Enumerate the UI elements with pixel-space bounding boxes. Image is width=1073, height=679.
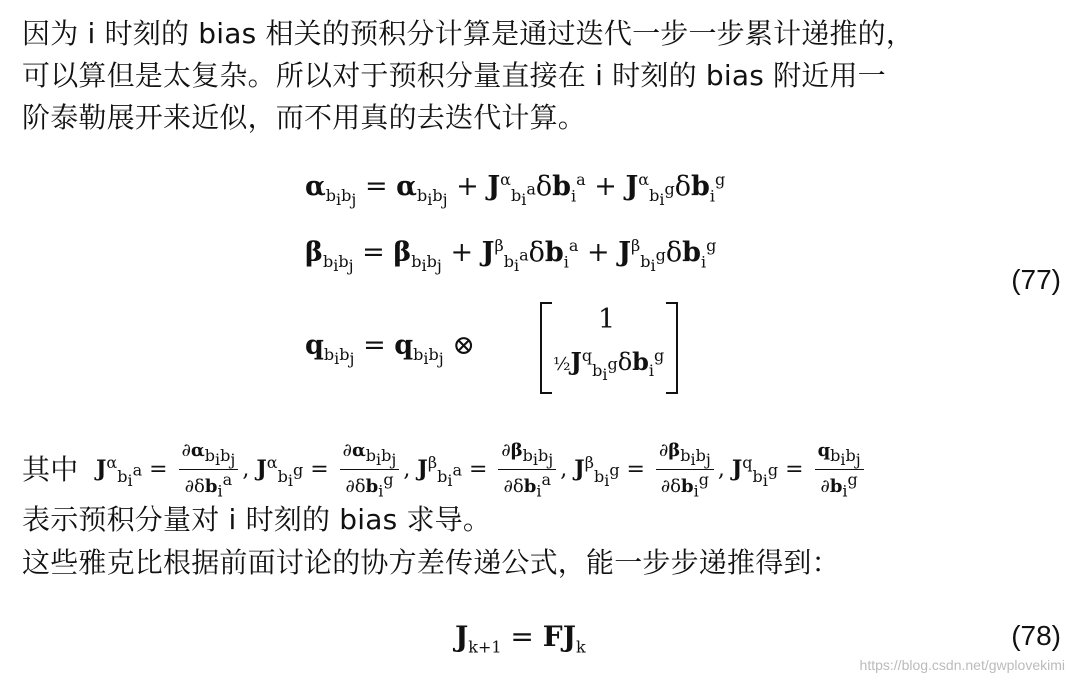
q-vector-top: 1: [598, 304, 616, 335]
definitions-line-2: 表示预积分量对 i 时刻的 bias 求导。: [22, 503, 492, 536]
eq77-q-row: $q_{b_ib_j} = q_{b_ib_j}$ ⊗: [305, 330, 475, 369]
intro-line-2: 可以算但是太复杂。所以对于预积分量直接在 i 时刻的 bias 附近用一: [22, 59, 886, 92]
definitions-line-3: 这些雅克比根据前面讨论的协方差传递公式，能一步步递推得到：: [22, 546, 840, 579]
eq77-alpha-row: $\alpha_{b_ib_j} = \alpha_{b_ib_j} + J^\alpha_{b_i^a}\delta b_i^a + J^\alpha_{b_i^g}\delta b_i^g$: [305, 170, 726, 210]
watermark: https://blog.csdn.net/gwplovekimi: [859, 657, 1065, 673]
q-vector-bottom: $\frac{1}{2}J^q_{b_i^g}\delta b_i^g$: [553, 346, 665, 384]
intro-line-3: 阶泰勒展开来近似，而不用真的去迭代计算。: [22, 101, 587, 134]
right-bracket: [666, 302, 678, 394]
jacobian-definitions: $J^\alpha_{b_i^a}$ = $\frac{\partial\alpha_{b_ib_j}}{\partial\delta b_i^a}$ , $J^\alpha_{b_i^g}$ = $\frac{\partial\alpha_{b_ib_j}}{\partial\delta b_i^g}$ , $J^\beta_{b_i^a}$ = $\frac{\partial\beta_{b_ib_j}}{\partial\delta b_i^a}$ , $J^\beta_{b_i^g}$ = $\frac{\partial\beta_{b_ib_j}}{\partial\delta b_i^g}$ , $J^q_{b_i^g}$ = $\frac{q_{b_ib_j}}{\partial b_i^g}$: [96, 440, 868, 500]
eq77-number: (77): [1011, 264, 1061, 295]
definitions-prefix: 其中: [22, 453, 79, 486]
left-bracket: [540, 302, 552, 394]
eq78-formula: $J_{k+1} = FJ_k$: [455, 620, 586, 657]
eq78-number: (78): [1011, 620, 1061, 651]
eq77-beta-row: $\beta_{b_ib_j} = \beta_{b_ib_j} + J^\beta_{b_i^a}\delta b_i^a + J^\beta_{b_i^g}\delta b_i^g$: [305, 236, 717, 276]
intro-line-1: 因为 i 时刻的 bias 相关的预积分计算是通过迭代一步一步累计递推的，: [22, 17, 915, 50]
